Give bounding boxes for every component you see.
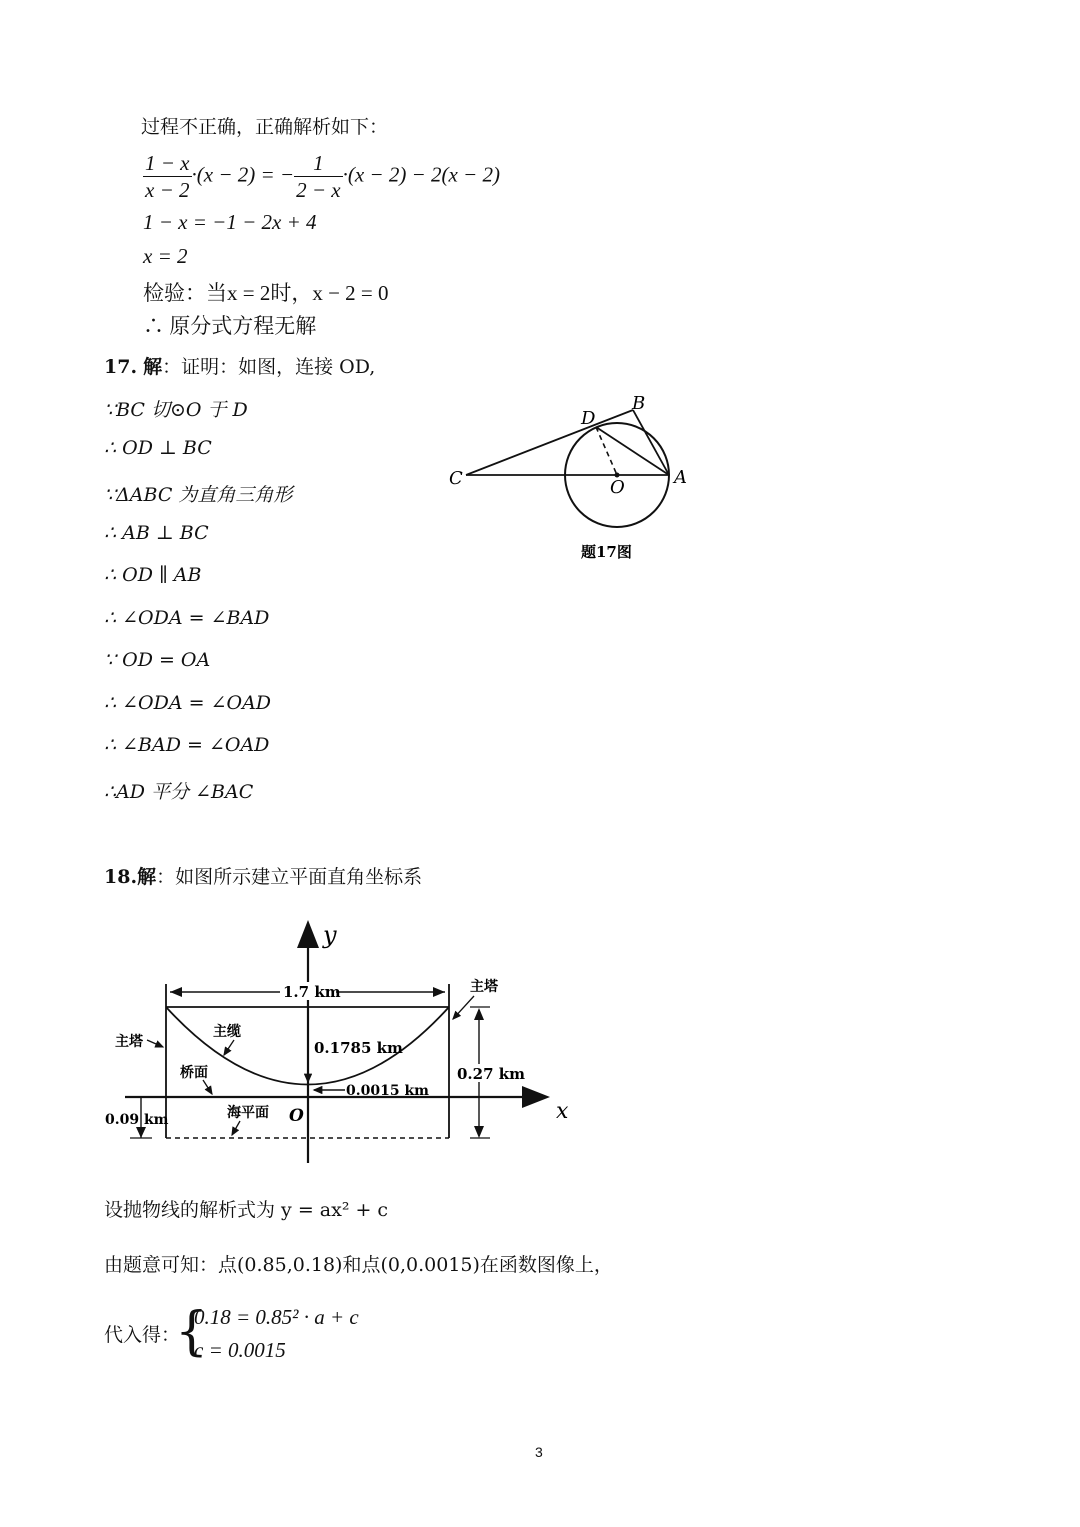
section16-equation-3: x = 2: [143, 244, 188, 268]
line-ba: [633, 410, 669, 475]
section18-points: 由题意可知：点(0.85,0.18)和点(0,0.0015)在函数图像上，: [104, 1254, 613, 1276]
sag-label: 0.1785 km: [314, 1039, 403, 1057]
vertex-label: 0.0015 km: [346, 1083, 429, 1099]
span-arrow-left: [170, 987, 182, 997]
tower-height-arrow-bottom: [474, 1126, 484, 1138]
line-da: [596, 427, 669, 475]
tower-height-label: 0.27 km: [457, 1065, 526, 1083]
proof-step: ∴ OD ∥ AB: [104, 564, 202, 586]
proof-step: ∴AD 平分 ∠BAC: [104, 781, 254, 803]
label-b: B: [632, 393, 646, 414]
cable-label: 主缆: [213, 1024, 241, 1040]
figure-18-diagram: [95, 905, 595, 1175]
proof-step: ∵BC 切⊙O 于 D: [104, 399, 248, 421]
section16-check: 检验：当x = 2时，x − 2 = 0: [143, 281, 389, 305]
proof-step: ∴ ∠BAD = ∠OAD: [104, 734, 270, 756]
system-equation-1: 0.18 = 0.85² · a + c: [194, 1305, 359, 1329]
origin-label: O: [289, 1106, 304, 1126]
sea-pointer: [232, 1121, 240, 1135]
section16-intro: 过程不正确，正确解析如下：: [141, 116, 389, 138]
proof-step: ∴ OD ⊥ BC: [104, 437, 212, 459]
figure-17-diagram: [440, 385, 700, 565]
line-cb: [466, 410, 633, 475]
proof-step: ∴ ∠ODA = ∠BAD: [104, 607, 270, 629]
section18-assumption: 设抛物线的解析式为 y = ax² + c: [104, 1199, 389, 1221]
span-arrow-right: [433, 987, 445, 997]
deck-pointer: [203, 1080, 212, 1094]
tower-right-label: 主塔: [470, 979, 498, 995]
tower-left-pointer: [147, 1040, 163, 1047]
label-o: O: [610, 477, 625, 498]
system-brace: {: [175, 1302, 209, 1362]
span-label: 1.7 km: [283, 983, 341, 1001]
deck-label: 桥面: [180, 1065, 208, 1081]
deck-height-arrow: [136, 1127, 146, 1138]
tower-height-arrow-top: [474, 1008, 484, 1020]
proof-step: ∴ ∠ODA = ∠OAD: [104, 692, 272, 714]
cable-pointer: [224, 1040, 234, 1055]
label-d: D: [581, 408, 596, 429]
section17-header: 17. 解：证明：如图，连接 OD,: [104, 356, 376, 378]
section16-equation-1: $\frac{1 - x}{x - 2}$ ·(x − 2) = − $\frac{1}{2 - x}$ ·(x − 2) − 2(x − 2): [145, 151, 500, 202]
section18-header: 18.解：如图所示建立平面直角坐标系: [104, 866, 423, 888]
x-axis-arrow: [522, 1086, 550, 1108]
substitute-label: 代入得：: [104, 1324, 181, 1346]
proof-step: ∵ΔABC 为直角三角形: [104, 484, 293, 506]
figure-17-caption: 题17图: [581, 543, 632, 561]
y-axis-label: y: [323, 921, 337, 949]
system-equation-2: c = 0.0015: [194, 1338, 286, 1362]
deck-height-label: 0.09 km: [105, 1112, 169, 1128]
x-axis-label: x: [556, 1099, 569, 1124]
label-c: C: [449, 468, 463, 489]
y-axis-arrow: [297, 920, 319, 948]
proof-step: ∴ AB ⊥ BC: [104, 522, 209, 544]
sea-label: 海平面: [227, 1105, 269, 1121]
proof-step: ∵ OD = OA: [104, 649, 211, 671]
section16-equation-2: 1 − x = −1 − 2x + 4: [143, 210, 317, 234]
label-a: A: [674, 467, 687, 488]
section16-conclusion: ∴ 原分式方程无解: [143, 314, 317, 338]
page-number: 3: [535, 1444, 543, 1460]
tower-left-label: 主塔: [115, 1034, 143, 1050]
